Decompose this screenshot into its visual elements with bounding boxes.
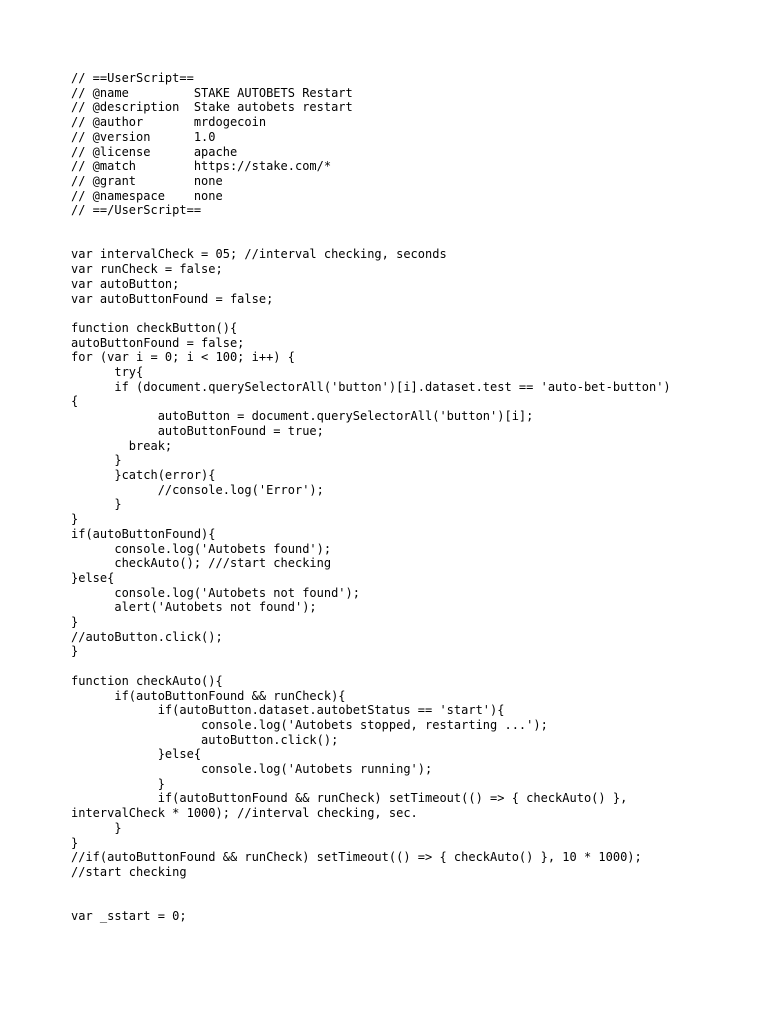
userscript-code: // ==UserScript== // @name STAKE AUTOBETS Restart // @description Stake autobets restart // @author mrdogecoin // @version 1.0 // @license apache // @match https://stake.com/* // @grant none // @namespace none // ==/UserScript== var intervalCheck = 05; //interval checking, seconds var runCheck = false; var autoButton; var autoButtonFound = false; function checkButton(){ autoButtonFound = false; for (var i = 0; i < 100; i++) { try{ if (document.querySelectorAll('button')[i].dataset.test == 'auto-bet-button') { autoButton = document.querySelectorAll('button')[i]; autoButtonFound = true; break; } }catch(error){ //console.log('Error'); } } if(autoButtonFound){ console.log('Autobets found'); checkAuto(); ///start checking }else{ console.log('Autobets not found'); alert('Autobets not found'); } //autoButton.click(); } function checkAuto(){ if(autoButtonFound && runCheck){ if(autoButton.dataset.autobetStatus == 'start'){ console.log('Autobets stopped, restarting ...'); autoButton.click(); }else{ console.log('Autobets running'); } if(autoButtonFound && runCheck) setTimeout(() => { checkAuto() }, intervalCheck * 1000); //interval checking, sec. } } //if(autoButtonFound && runCheck) setTimeout(() => { checkAuto() }, 10 * 1000); //start checking var _sstart = 0; xyxy=(71,71,671,924)
